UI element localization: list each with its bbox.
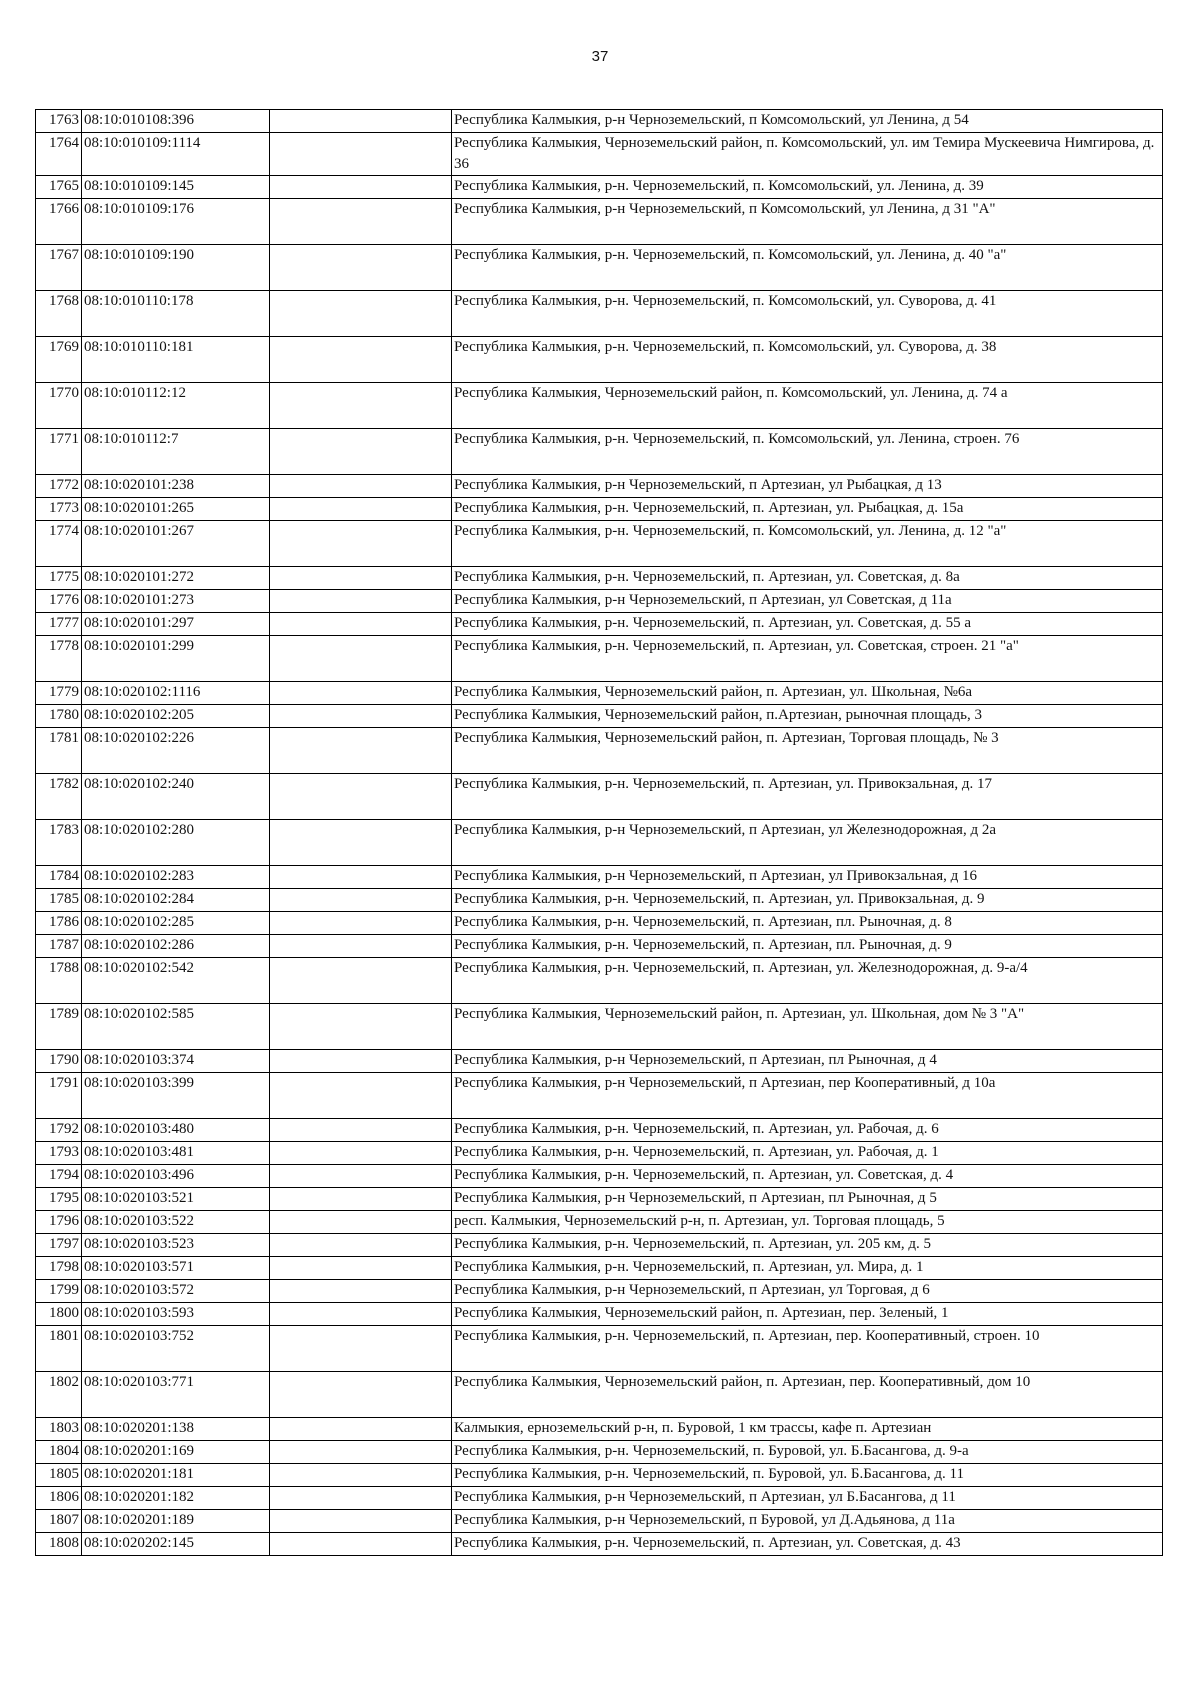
empty-cell <box>270 1188 452 1211</box>
row-number: 1764 <box>36 133 82 176</box>
row-number: 1805 <box>36 1464 82 1487</box>
empty-cell <box>270 475 452 498</box>
cadastral-number: 08:10:020202:145 <box>82 1533 270 1556</box>
address: Республика Калмыкия, р-н. Черноземельский, п. Артезиан, ул. Советская, д. 43 <box>452 1533 1163 1556</box>
table-row <box>36 1257 1163 1280</box>
empty-cell <box>270 1464 452 1487</box>
empty-cell <box>270 728 452 774</box>
table-row <box>36 1211 1163 1234</box>
row-number: 1802 <box>36 1372 82 1418</box>
cadastral-number: 08:10:010109:176 <box>82 199 270 245</box>
table-row <box>36 1533 1163 1556</box>
row-number: 1787 <box>36 935 82 958</box>
row-number: 1767 <box>36 245 82 291</box>
address: Республика Калмыкия, Черноземельский район, п. Артезиан, пер. Кооперативный, дом 10 <box>452 1372 1163 1418</box>
empty-cell <box>270 1533 452 1556</box>
row-number: 1795 <box>36 1188 82 1211</box>
row-number: 1765 <box>36 176 82 199</box>
empty-cell <box>270 1142 452 1165</box>
row-number: 1768 <box>36 291 82 337</box>
table-row <box>36 958 1163 1004</box>
table-row <box>36 1487 1163 1510</box>
row-number: 1763 <box>36 110 82 133</box>
address: Республика Калмыкия, р-н. Черноземельский, п. Артезиан, ул. Советская, д. 8а <box>452 567 1163 590</box>
address: Республика Калмыкия, р-н. Черноземельский, п. Артезиан, ул. Советская, д. 55 а <box>452 613 1163 636</box>
row-number: 1771 <box>36 429 82 475</box>
table-row <box>36 1326 1163 1372</box>
empty-cell <box>270 866 452 889</box>
address: Республика Калмыкия, р-н Черноземельский, п Артезиан, ул Советская, д 11а <box>452 590 1163 613</box>
row-number: 1793 <box>36 1142 82 1165</box>
empty-cell <box>270 133 452 176</box>
address: Республика Калмыкия, р-н. Черноземельский, п. Артезиан, ул. Привокзальная, д. 9 <box>452 889 1163 912</box>
address: Республика Калмыкия, р-н. Черноземельский, п. Артезиан, пл. Рыночная, д. 9 <box>452 935 1163 958</box>
address: Республика Калмыкия, Черноземельский район, п. Артезиан, ул. Школьная, №6а <box>452 682 1163 705</box>
address: Республика Калмыкия, р-н Черноземельский, п Артезиан, ул Торговая, д 6 <box>452 1280 1163 1303</box>
row-number: 1800 <box>36 1303 82 1326</box>
empty-cell <box>270 889 452 912</box>
cadastral-number: 08:10:020101:272 <box>82 567 270 590</box>
table-row <box>36 521 1163 567</box>
address: Республика Калмыкия, р-н. Черноземельский, п. Комсомольский, ул. Суворова, д. 38 <box>452 337 1163 383</box>
row-number: 1792 <box>36 1119 82 1142</box>
row-number: 1786 <box>36 912 82 935</box>
address: Республика Калмыкия, р-н. Черноземельский, п. Буровой, ул. Б.Басангова, д. 9-а <box>452 1441 1163 1464</box>
cadastral-number: 08:10:020102:226 <box>82 728 270 774</box>
empty-cell <box>270 1119 452 1142</box>
address: Республика Калмыкия, Черноземельский район, п. Комсомольский, ул. им Темира Мускеевича Нимгирова, д. 36 <box>452 133 1163 176</box>
cadastral-number: 08:10:010108:396 <box>82 110 270 133</box>
empty-cell <box>270 636 452 682</box>
table-row <box>36 133 1163 176</box>
empty-cell <box>270 383 452 429</box>
table-row <box>36 1188 1163 1211</box>
empty-cell <box>270 1234 452 1257</box>
empty-cell <box>270 1257 452 1280</box>
cadastral-number: 08:10:020101:273 <box>82 590 270 613</box>
table-row <box>36 110 1163 133</box>
address: респ. Калмыкия, Черноземельский р-н, п. Артезиан, ул. Торговая площадь, 5 <box>452 1211 1163 1234</box>
cadastral-number: 08:10:020103:481 <box>82 1142 270 1165</box>
cadastral-number: 08:10:020103:399 <box>82 1073 270 1119</box>
empty-cell <box>270 590 452 613</box>
table-row <box>36 613 1163 636</box>
table-row <box>36 1119 1163 1142</box>
table-row <box>36 475 1163 498</box>
empty-cell <box>270 1004 452 1050</box>
table-row <box>36 682 1163 705</box>
table-row <box>36 1441 1163 1464</box>
cadastral-number: 08:10:020201:138 <box>82 1418 270 1441</box>
table-row <box>36 1372 1163 1418</box>
cadastral-number: 08:10:020103:374 <box>82 1050 270 1073</box>
row-number: 1806 <box>36 1487 82 1510</box>
table-row <box>36 383 1163 429</box>
table-row <box>36 245 1163 291</box>
address: Республика Калмыкия, р-н Черноземельский, п Артезиан, пл Рыночная, д 4 <box>452 1050 1163 1073</box>
cadastral-number: 08:10:020102:286 <box>82 935 270 958</box>
cadastral-number: 08:10:020103:521 <box>82 1188 270 1211</box>
row-number: 1776 <box>36 590 82 613</box>
row-number: 1794 <box>36 1165 82 1188</box>
table-row <box>36 889 1163 912</box>
address: Республика Калмыкия, р-н. Черноземельский, п. Артезиан, ул. Рабочая, д. 1 <box>452 1142 1163 1165</box>
empty-cell <box>270 1441 452 1464</box>
row-number: 1782 <box>36 774 82 820</box>
table-row <box>36 1418 1163 1441</box>
table-row <box>36 176 1163 199</box>
table-row <box>36 498 1163 521</box>
cadastral-number: 08:10:020102:542 <box>82 958 270 1004</box>
address: Республика Калмыкия, р-н. Черноземельский, п. Комсомольский, ул. Ленина, д. 39 <box>452 176 1163 199</box>
row-number: 1804 <box>36 1441 82 1464</box>
cadastral-number: 08:10:020102:1116 <box>82 682 270 705</box>
empty-cell <box>270 820 452 866</box>
address: Республика Калмыкия, р-н. Черноземельский, п. Комсомольский, ул. Ленина, строен. 76 <box>452 429 1163 475</box>
table-row <box>36 567 1163 590</box>
row-number: 1807 <box>36 1510 82 1533</box>
table-row <box>36 1280 1163 1303</box>
empty-cell <box>270 958 452 1004</box>
row-number: 1769 <box>36 337 82 383</box>
empty-cell <box>270 429 452 475</box>
empty-cell <box>270 1280 452 1303</box>
address: Республика Калмыкия, р-н. Черноземельский, п. Артезиан, пер. Кооперативный, строен. 10 <box>452 1326 1163 1372</box>
address: Республика Калмыкия, р-н Черноземельский, п Артезиан, ул Железнодорожная, д 2а <box>452 820 1163 866</box>
row-number: 1796 <box>36 1211 82 1234</box>
cadastral-number: 08:10:020102:284 <box>82 889 270 912</box>
table-row <box>36 728 1163 774</box>
cadastral-number: 08:10:020103:522 <box>82 1211 270 1234</box>
table-row <box>36 1142 1163 1165</box>
empty-cell <box>270 1487 452 1510</box>
address: Республика Калмыкия, р-н. Черноземельский, п. Артезиан, ул. Привокзальная, д. 17 <box>452 774 1163 820</box>
empty-cell <box>270 199 452 245</box>
cadastral-number: 08:10:020103:593 <box>82 1303 270 1326</box>
row-number: 1801 <box>36 1326 82 1372</box>
table-row <box>36 1165 1163 1188</box>
empty-cell <box>270 1050 452 1073</box>
table-row <box>36 337 1163 383</box>
cadastral-number: 08:10:020101:299 <box>82 636 270 682</box>
table-row <box>36 705 1163 728</box>
table-row <box>36 429 1163 475</box>
address: Республика Калмыкия, Черноземельский район, п. Комсомольский, ул. Ленина, д. 74 а <box>452 383 1163 429</box>
empty-cell <box>270 291 452 337</box>
row-number: 1777 <box>36 613 82 636</box>
address: Республика Калмыкия, р-н. Черноземельский, п. Буровой, ул. Б.Басангова, д. 11 <box>452 1464 1163 1487</box>
row-number: 1773 <box>36 498 82 521</box>
address: Республика Калмыкия, р-н. Черноземельский, п. Артезиан, пл. Рыночная, д. 8 <box>452 912 1163 935</box>
cadastral-number: 08:10:020103:523 <box>82 1234 270 1257</box>
cadastral-number: 08:10:020103:496 <box>82 1165 270 1188</box>
table-row <box>36 291 1163 337</box>
cadastral-number: 08:10:020201:181 <box>82 1464 270 1487</box>
table-row <box>36 935 1163 958</box>
row-number: 1803 <box>36 1418 82 1441</box>
empty-cell <box>270 176 452 199</box>
row-number: 1780 <box>36 705 82 728</box>
cadastral-number: 08:10:020103:480 <box>82 1119 270 1142</box>
cadastral-number: 08:10:020102:205 <box>82 705 270 728</box>
row-number: 1784 <box>36 866 82 889</box>
empty-cell <box>270 521 452 567</box>
cadastral-number: 08:10:020102:285 <box>82 912 270 935</box>
empty-cell <box>270 1510 452 1533</box>
cadastral-number: 08:10:020102:283 <box>82 866 270 889</box>
cadastral-number: 08:10:020201:169 <box>82 1441 270 1464</box>
empty-cell <box>270 110 452 133</box>
cadastral-number: 08:10:020103:572 <box>82 1280 270 1303</box>
address: Республика Калмыкия, р-н Черноземельский, п Комсомольский, ул Ленина, д 31 "А" <box>452 199 1163 245</box>
row-number: 1798 <box>36 1257 82 1280</box>
empty-cell <box>270 1303 452 1326</box>
address: Республика Калмыкия, р-н. Черноземельский, п. Комсомольский, ул. Суворова, д. 41 <box>452 291 1163 337</box>
cadastral-number: 08:10:020101:297 <box>82 613 270 636</box>
table-row <box>36 1510 1163 1533</box>
address: Республика Калмыкия, р-н. Черноземельский, п. Артезиан, ул. Железнодорожная, д. 9-а/4 <box>452 958 1163 1004</box>
address: Республика Калмыкия, Черноземельский район, п.Артезиан, рыночная площадь, 3 <box>452 705 1163 728</box>
cadastral-number: 08:10:020102:280 <box>82 820 270 866</box>
empty-cell <box>270 705 452 728</box>
empty-cell <box>270 613 452 636</box>
empty-cell <box>270 1211 452 1234</box>
address: Республика Калмыкия, р-н Черноземельский, п Артезиан, ул Привокзальная, д 16 <box>452 866 1163 889</box>
table-row <box>36 912 1163 935</box>
address: Республика Калмыкия, р-н Черноземельский, п Комсомольский, ул Ленина, д 54 <box>452 110 1163 133</box>
row-number: 1785 <box>36 889 82 912</box>
empty-cell <box>270 567 452 590</box>
cadastral-number: 08:10:010110:178 <box>82 291 270 337</box>
empty-cell <box>270 935 452 958</box>
row-number: 1788 <box>36 958 82 1004</box>
cadastral-number: 08:10:020103:752 <box>82 1326 270 1372</box>
row-number: 1799 <box>36 1280 82 1303</box>
cadastral-number: 08:10:010112:7 <box>82 429 270 475</box>
registry-body <box>36 110 1163 1556</box>
address: Республика Калмыкия, р-н Черноземельский, п Артезиан, пл Рыночная, д 5 <box>452 1188 1163 1211</box>
property-registry-table <box>35 109 1163 1556</box>
table-row <box>36 1073 1163 1119</box>
address: Калмыкия, ерноземельский р-н, п. Буровой, 1 км трассы, кафе п. Артезиан <box>452 1418 1163 1441</box>
row-number: 1791 <box>36 1073 82 1119</box>
cadastral-number: 08:10:010112:12 <box>82 383 270 429</box>
cadastral-number: 08:10:020102:585 <box>82 1004 270 1050</box>
row-number: 1775 <box>36 567 82 590</box>
address: Республика Калмыкия, р-н. Черноземельский, п. Комсомольский, ул. Ленина, д. 40 "а" <box>452 245 1163 291</box>
address: Республика Калмыкия, р-н. Черноземельский, п. Комсомольский, ул. Ленина, д. 12 "а" <box>452 521 1163 567</box>
table-row <box>36 866 1163 889</box>
row-number: 1789 <box>36 1004 82 1050</box>
table-row <box>36 1050 1163 1073</box>
row-number: 1797 <box>36 1234 82 1257</box>
empty-cell <box>270 774 452 820</box>
row-number: 1779 <box>36 682 82 705</box>
row-number: 1781 <box>36 728 82 774</box>
empty-cell <box>270 337 452 383</box>
empty-cell <box>270 912 452 935</box>
table-row <box>36 199 1163 245</box>
cadastral-number: 08:10:020103:771 <box>82 1372 270 1418</box>
cadastral-number: 08:10:020102:240 <box>82 774 270 820</box>
table-row <box>36 1004 1163 1050</box>
address: Республика Калмыкия, Черноземельский район, п. Артезиан, пер. Зеленый, 1 <box>452 1303 1163 1326</box>
table-row <box>36 590 1163 613</box>
row-number: 1772 <box>36 475 82 498</box>
empty-cell <box>270 1326 452 1372</box>
row-number: 1774 <box>36 521 82 567</box>
row-number: 1783 <box>36 820 82 866</box>
empty-cell <box>270 1165 452 1188</box>
cadastral-number: 08:10:020101:265 <box>82 498 270 521</box>
cadastral-number: 08:10:020101:267 <box>82 521 270 567</box>
address: Республика Калмыкия, р-н Черноземельский, п Артезиан, ул Рыбацкая, д 13 <box>452 475 1163 498</box>
table-row <box>36 636 1163 682</box>
cadastral-number: 08:10:010109:190 <box>82 245 270 291</box>
cadastral-number: 08:10:020103:571 <box>82 1257 270 1280</box>
address: Республика Калмыкия, р-н Черноземельский, п Артезиан, ул Б.Басангова, д 11 <box>452 1487 1163 1510</box>
address: Республика Калмыкия, Черноземельский район, п. Артезиан, ул. Школьная, дом № 3 "А" <box>452 1004 1163 1050</box>
row-number: 1808 <box>36 1533 82 1556</box>
cadastral-number: 08:10:010110:181 <box>82 337 270 383</box>
address: Республика Калмыкия, Черноземельский район, п. Артезиан, Торговая площадь, № 3 <box>452 728 1163 774</box>
address: Республика Калмыкия, р-н. Черноземельский, п. Артезиан, ул. Мира, д. 1 <box>452 1257 1163 1280</box>
address: Республика Калмыкия, р-н. Черноземельский, п. Артезиан, ул. Рыбацкая, д. 15а <box>452 498 1163 521</box>
table-row <box>36 820 1163 866</box>
cadastral-number: 08:10:010109:145 <box>82 176 270 199</box>
empty-cell <box>270 1073 452 1119</box>
table-row <box>36 1234 1163 1257</box>
table-row <box>36 774 1163 820</box>
empty-cell <box>270 498 452 521</box>
empty-cell <box>270 682 452 705</box>
row-number: 1790 <box>36 1050 82 1073</box>
cadastral-number: 08:10:020201:182 <box>82 1487 270 1510</box>
empty-cell <box>270 1418 452 1441</box>
address: Республика Калмыкия, р-н. Черноземельский, п. Артезиан, ул. Советская, д. 4 <box>452 1165 1163 1188</box>
address: Республика Калмыкия, р-н. Черноземельский, п. Артезиан, ул. Советская, строен. 21 "а" <box>452 636 1163 682</box>
cadastral-number: 08:10:020201:189 <box>82 1510 270 1533</box>
row-number: 1766 <box>36 199 82 245</box>
address: Республика Калмыкия, р-н. Черноземельский, п. Артезиан, ул. 205 км, д. 5 <box>452 1234 1163 1257</box>
cadastral-number: 08:10:010109:1114 <box>82 133 270 176</box>
address: Республика Калмыкия, р-н Черноземельский, п Артезиан, пер Кооперативный, д 10а <box>452 1073 1163 1119</box>
table-row <box>36 1303 1163 1326</box>
empty-cell <box>270 1372 452 1418</box>
address: Республика Калмыкия, р-н. Черноземельский, п. Артезиан, ул. Рабочая, д. 6 <box>452 1119 1163 1142</box>
table-row <box>36 1464 1163 1487</box>
row-number: 1770 <box>36 383 82 429</box>
page-number: 37 <box>591 48 609 65</box>
address: Республика Калмыкия, р-н Черноземельский, п Буровой, ул Д.Адьянова, д 11а <box>452 1510 1163 1533</box>
row-number: 1778 <box>36 636 82 682</box>
cadastral-number: 08:10:020101:238 <box>82 475 270 498</box>
empty-cell <box>270 245 452 291</box>
